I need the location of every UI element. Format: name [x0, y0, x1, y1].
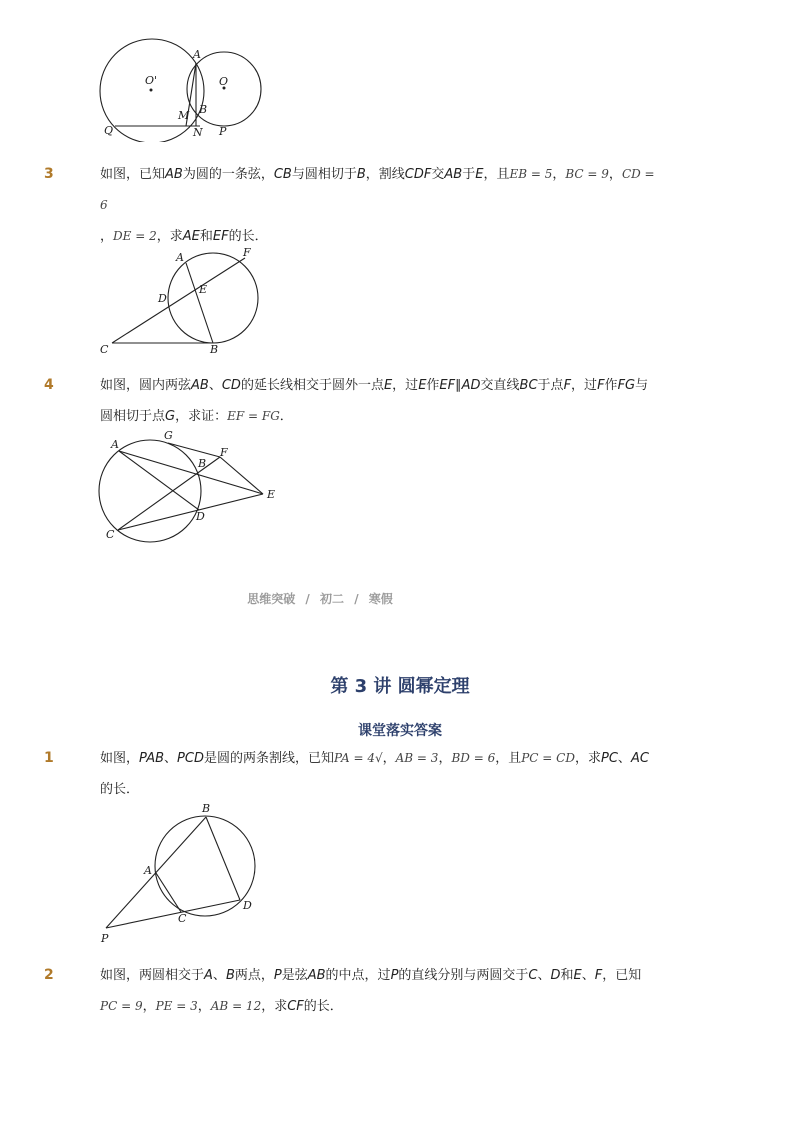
- figure-problem-4: [95, 425, 285, 545]
- a2-t6: 的直线分别与两圆交于: [398, 968, 529, 983]
- a2-s1: ，: [142, 999, 156, 1014]
- a2-t2: 、: [212, 968, 226, 983]
- p4-t11: 与圆相切于点: [100, 378, 649, 424]
- a1-v-pcd: PCD: [177, 751, 204, 766]
- a2-m2: PE = 3: [155, 999, 198, 1013]
- a2-v-f: F: [594, 968, 603, 983]
- p3-t10: 的长．: [228, 229, 268, 244]
- p4-v-bc: BC: [519, 378, 538, 393]
- p3-v-ab: AB: [165, 167, 183, 182]
- p3-t3: 与圆相切于: [291, 167, 357, 182]
- label-b: B: [202, 802, 211, 815]
- a1-t7: 的长．: [100, 782, 140, 797]
- p3-t4: ，割线: [365, 167, 405, 182]
- p4-v-g: G: [165, 409, 176, 424]
- footer-sep2: /: [354, 592, 359, 606]
- p4-t6: ∥: [455, 378, 462, 393]
- p3-v-b: B: [356, 167, 366, 182]
- a1-t2: 、: [164, 751, 178, 766]
- a1-v-pc: PC: [601, 751, 618, 766]
- a1-m2: AB = 3: [395, 751, 439, 765]
- footer-part3: 寒假: [368, 592, 393, 606]
- p3-s3: ，: [100, 229, 114, 244]
- p3-v-ab2: AB: [444, 167, 463, 182]
- answer-2-text: [100, 960, 660, 1022]
- label-q: Q: [104, 124, 114, 137]
- a1-s1: ，: [382, 751, 396, 766]
- a1-t5: ，求: [574, 751, 601, 766]
- a2-m1: PC = 9: [100, 999, 143, 1013]
- a2-t11: ，求: [261, 999, 288, 1014]
- p4-m1: EF = FG: [227, 409, 280, 423]
- p3-t5: 交: [431, 167, 445, 182]
- figure-problem-3: [95, 245, 270, 357]
- footer-part2: 初二: [319, 592, 344, 606]
- problem-4-text: [100, 370, 660, 432]
- line-fe: [220, 457, 263, 494]
- p4-t2: 、: [208, 378, 222, 393]
- p4-t3: 的延长线相交于圆外一点: [240, 378, 384, 393]
- lecture-title: 第 3 讲 圆幂定理: [330, 676, 470, 697]
- p3-t2: 为圆的一条弦，: [182, 167, 274, 182]
- a1-s2: ，: [438, 751, 452, 766]
- point-o-prime: [150, 89, 153, 92]
- label-o-prime: O': [145, 74, 158, 87]
- figure-answer-1: [95, 798, 265, 948]
- label-a: A: [193, 48, 201, 61]
- label-f: F: [243, 246, 251, 259]
- p4-v-fg: FG: [617, 378, 636, 393]
- answer-2-number: 2: [44, 967, 54, 983]
- p4-t4: ，过: [392, 378, 419, 393]
- line-ae: [119, 451, 263, 494]
- p3-m3: CD = 6: [100, 167, 655, 212]
- p3-v-cb: CB: [273, 167, 292, 182]
- a2-t7: 、: [537, 968, 551, 983]
- footer-sep1: /: [305, 592, 310, 606]
- p3-t1: 如图，已知: [100, 167, 166, 182]
- a2-v-d: D: [550, 968, 561, 983]
- a1-t1: 如图，: [100, 751, 140, 766]
- line-gf: [168, 443, 220, 457]
- a1-t3: 是圆的两条割线，已知: [203, 751, 334, 766]
- line-cf: [112, 258, 245, 343]
- label-a: A: [144, 864, 152, 877]
- line-ce: [118, 494, 263, 530]
- a2-v-ab: AB: [307, 968, 326, 983]
- p3-m1: EB = 5: [509, 167, 553, 181]
- label-e: E: [199, 283, 208, 296]
- a2-t3: 两点，: [234, 968, 274, 983]
- label-b: B: [199, 103, 208, 116]
- a1-t4: ，且: [495, 751, 522, 766]
- a1-m4: PC = CD: [521, 751, 575, 765]
- p4-v-ef: EF: [439, 378, 456, 393]
- p3-v-ae: AE: [182, 229, 200, 244]
- line-bd: [206, 817, 240, 900]
- figure-two-circles: [90, 30, 280, 142]
- a2-v-a: A: [204, 968, 213, 983]
- p4-t9: ，过: [571, 378, 598, 393]
- label-f: F: [220, 446, 228, 459]
- a2-m3: AB = 12: [210, 999, 262, 1013]
- footer-part1: 思维突破: [247, 592, 296, 606]
- p4-t8: 于点: [537, 378, 564, 393]
- a1-m3: BD = 6: [451, 751, 496, 765]
- line-ac: [156, 873, 181, 912]
- p3-t7: ，且: [483, 167, 510, 182]
- a2-v-cf: CF: [287, 999, 304, 1014]
- a2-t10: ，已知: [602, 968, 642, 983]
- lecture-subtitle: 课堂落实答案: [358, 723, 442, 739]
- p3-t8: ，求: [156, 229, 183, 244]
- label-c: C: [100, 343, 109, 356]
- label-m: M: [178, 109, 190, 122]
- answer-1-text: [100, 743, 660, 805]
- label-d: D: [196, 510, 205, 523]
- p3-t9: 和: [199, 229, 213, 244]
- a2-s2: ，: [197, 999, 211, 1014]
- label-a: A: [176, 251, 184, 264]
- p4-t5: 作: [426, 378, 440, 393]
- p3-v-cdf: CDF: [404, 167, 432, 182]
- label-c: C: [106, 528, 115, 541]
- label-a: A: [111, 438, 119, 451]
- a2-t8: 和: [560, 968, 574, 983]
- problem-4-number: 4: [44, 377, 54, 393]
- p4-v-e2: E: [418, 378, 427, 393]
- label-n: N: [193, 126, 203, 139]
- label-b: B: [198, 457, 207, 470]
- p3-s2: ，: [608, 167, 622, 182]
- p3-m2: BC = 9: [565, 167, 609, 181]
- circle-4: [99, 440, 201, 542]
- line-pb: [106, 817, 206, 928]
- p4-t1: 如图，圆内两弦: [100, 378, 192, 393]
- p3-s1: ，: [552, 167, 566, 182]
- problem-3-number: 3: [44, 166, 54, 182]
- p4-v-ad: AD: [461, 378, 481, 393]
- label-d: D: [158, 292, 167, 305]
- p4-t10: 作: [604, 378, 618, 393]
- p3-m4: DE = 2: [113, 229, 157, 243]
- answer-1-number: 1: [44, 750, 54, 766]
- a2-v-c: C: [528, 968, 538, 983]
- a2-t5: 的中点，过: [325, 968, 391, 983]
- a2-t12: 的长．: [303, 999, 343, 1014]
- line-ab: [186, 263, 213, 343]
- label-o: O: [219, 75, 229, 88]
- a1-v-ac: AC: [630, 751, 649, 766]
- p4-t7: 交直线: [480, 378, 520, 393]
- a2-v-p2: P: [390, 968, 399, 983]
- label-c: C: [178, 912, 187, 925]
- p4-t12: ，求证：: [175, 409, 228, 424]
- p4-v-cd: CD: [221, 378, 241, 393]
- problem-3-text: [100, 159, 660, 252]
- label-d: D: [243, 899, 252, 912]
- a1-m1: PA = 4√: [334, 751, 383, 765]
- label-g: G: [164, 429, 173, 442]
- p4-v-f: F: [563, 378, 572, 393]
- p3-t6: 于: [462, 167, 476, 182]
- p3-v-ef: EF: [212, 229, 229, 244]
- label-e: E: [267, 488, 276, 501]
- p4-v-e: E: [383, 378, 393, 393]
- p4-v-f2: F: [597, 378, 605, 393]
- label-p: P: [101, 932, 109, 945]
- a1-t6: 、: [617, 751, 631, 766]
- p4-t13: ．: [279, 409, 293, 424]
- a2-v-p: P: [273, 968, 282, 983]
- a2-v-b: B: [225, 968, 235, 983]
- a2-t4: 是弦: [281, 968, 308, 983]
- a2-v-e: E: [573, 968, 582, 983]
- label-b: B: [210, 343, 219, 356]
- label-p: P: [219, 125, 227, 138]
- page-footer: [0, 590, 640, 607]
- a2-t1: 如图，两圆相交于: [100, 968, 205, 983]
- circle-5: [155, 816, 255, 916]
- p3-v-e: E: [475, 167, 484, 182]
- a1-v-pab: PAB: [139, 751, 165, 766]
- p4-v-ab: AB: [191, 378, 209, 393]
- a2-t9: 、: [581, 968, 595, 983]
